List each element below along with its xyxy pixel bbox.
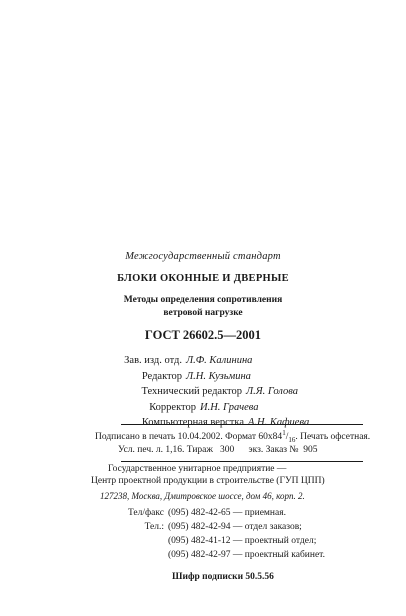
staff-role: Корректор <box>149 401 196 413</box>
print-signed-suffix: . Печать офсетная. <box>295 432 371 443</box>
contact-row <box>0 520 406 534</box>
divider-top <box>121 424 363 425</box>
contact-row <box>0 548 406 562</box>
publisher-line-2: Центр проектной продукции в строительстве (ГУП ЦПП) <box>91 476 325 486</box>
contact-value: (095) 482-42-97 — проектный кабинет. <box>168 550 325 560</box>
staff-name: Л.Ф. Калинина <box>186 355 253 366</box>
staff-role: Зав. изд. отд. <box>124 355 182 366</box>
print-signed-line: Подписано в печать 10.04.2002. Формат $60х84^1/_{16}$. Печать офсетная. <box>95 429 371 445</box>
staff-row <box>0 369 406 385</box>
staff-name: А.Н. Кафиева <box>248 417 310 428</box>
staff-role: Технический редактор <box>141 386 242 397</box>
staff-list <box>0 353 406 431</box>
divider-bottom <box>121 461 363 462</box>
staff-row <box>0 384 406 400</box>
staff-role: Компьютерная верстка <box>141 417 244 428</box>
staff-name: И.Н. Грачева <box>200 401 259 413</box>
contact-value: (095) 482-42-94 — отдел заказов; <box>168 522 302 532</box>
contact-row <box>0 534 406 548</box>
subtitle-line-2: ветровой нагрузке <box>163 308 243 318</box>
contact-label: Тел.: <box>144 522 164 532</box>
staff-role: Редактор <box>141 370 182 382</box>
standard-type: Межгосударственный стандарт <box>125 251 281 262</box>
contact-row <box>0 506 406 520</box>
staff-name: Л.Н. Кузьмина <box>186 370 251 382</box>
print-volume-line: Усл. печ. л. 1,16. Тираж 300 экз. Заказ № 905 <box>118 445 318 455</box>
publisher-line-1: Государственное унитарное предприятие — <box>108 464 287 474</box>
subtitle-line-1: Методы определения сопротивления <box>123 295 283 305</box>
contact-value: (095) 482-41-12 — проектный отдел; <box>168 536 317 546</box>
contacts-block <box>0 506 406 562</box>
subscription-code: Шифр подписки 50.5.56 <box>172 572 274 582</box>
staff-name: Л.Я. Голова <box>246 386 298 397</box>
contact-label: Тел/факс <box>127 508 164 518</box>
gost-number: ГОСТ 26602.5—2001 <box>144 328 262 342</box>
document-title: БЛОКИ ОКОННЫЕ И ДВЕРНЫЕ <box>117 273 289 284</box>
contact-value: (095) 482-42-65 — приемная. <box>168 508 286 518</box>
format-sub: 16 <box>288 436 296 445</box>
print-signed-prefix: Подписано в печать 10.04.2002. Формат 60х84 <box>95 432 283 443</box>
format-sup: 1 <box>282 429 286 437</box>
staff-row <box>0 353 406 369</box>
publisher-address: 127238, Москва, Дмитровское шоссе, дом 46, корп. 2. <box>100 491 305 501</box>
staff-row <box>0 400 406 416</box>
